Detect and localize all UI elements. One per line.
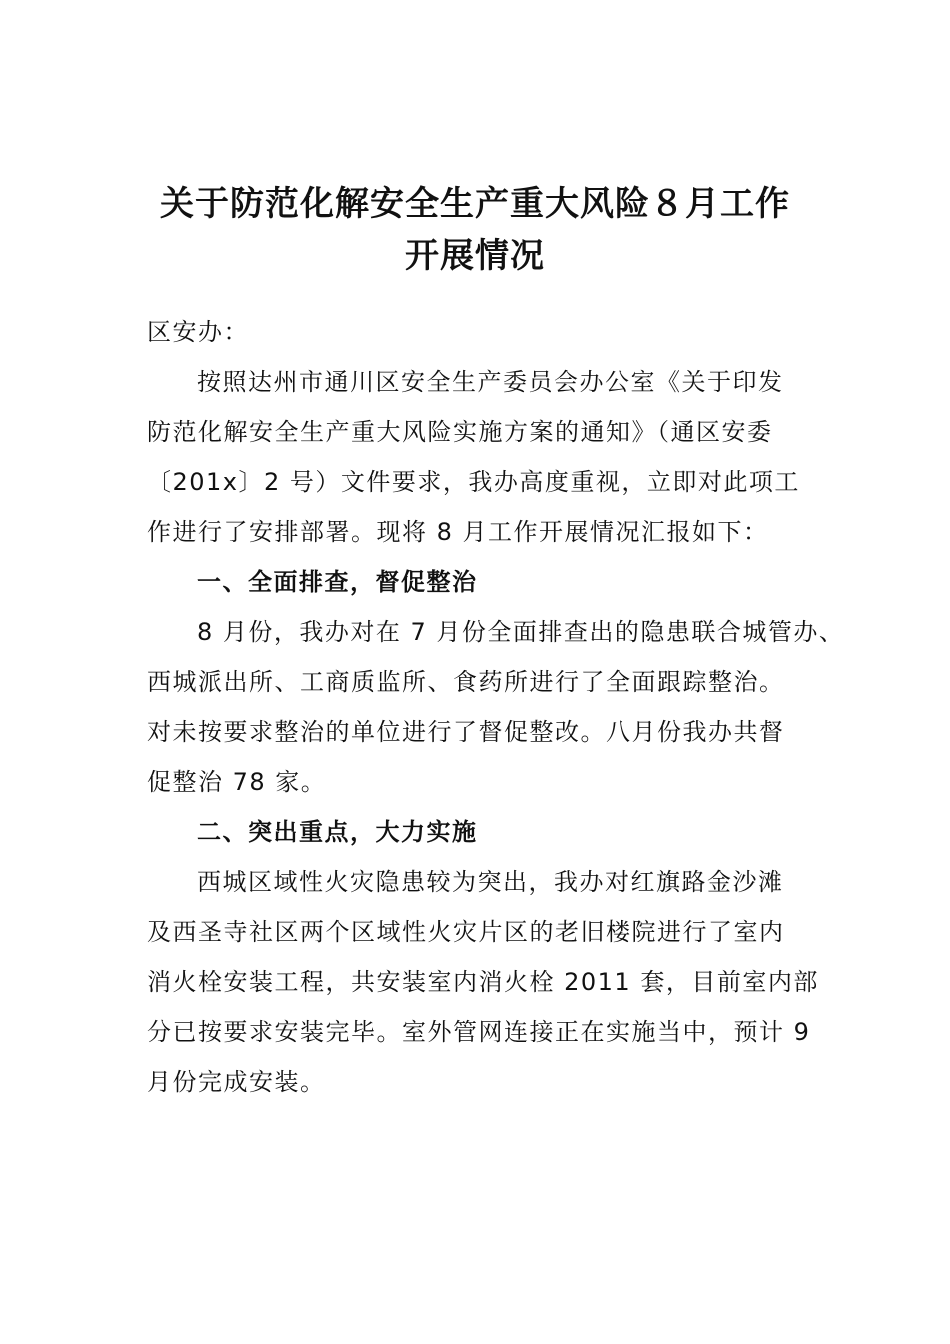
section-2-heading: 二、突出重点，大力实施 [197, 818, 478, 846]
section-2-line: 西城区域性火灾隐患较为突出，我办对红旗路金沙滩 [197, 868, 784, 896]
intro-line: 防范化解安全生产重大风险实施方案的通知》（通区安委 [147, 418, 773, 446]
section-1-line: 促整治 78 家。 [147, 768, 327, 796]
section-1-heading: 一、全面排查，督促整治 [197, 568, 478, 596]
section-1-line: 西城派出所、工商质监所、食药所进行了全面跟踪整治。 [147, 668, 785, 696]
document-title-line-1: 关于防范化解安全生产重大风险８月工作 [160, 184, 790, 224]
section-2-line: 分已按要求安装完毕。室外管网连接正在实施当中，预计 9 [147, 1018, 811, 1046]
section-2-line: 消火栓安装工程，共安装室内消火栓 2011 套，目前室内部 [147, 968, 819, 996]
section-2-line: 及西圣寺社区两个区域性火灾片区的老旧楼院进行了室内 [147, 918, 785, 946]
section-2-line: 月份完成安装。 [147, 1068, 326, 1096]
section-1-line: 对未按要求整治的单位进行了督促整改。八月份我办共督 [147, 718, 785, 746]
document-title-line-2: 开展情况 [405, 236, 545, 276]
section-1-line: 8 月份，我办对在 7 月份全面排查出的隐患联合城管办、 [197, 618, 845, 646]
intro-line: 作进行了安排部署。现将 8 月工作开展情况汇报如下： [147, 518, 769, 546]
salutation: 区安办： [147, 318, 249, 346]
intro-line: 〔201x〕2 号）文件要求，我办高度重视，立即对此项工 [147, 468, 800, 496]
intro-line: 按照达州市通川区安全生产委员会办公室《关于印发 [197, 368, 784, 396]
